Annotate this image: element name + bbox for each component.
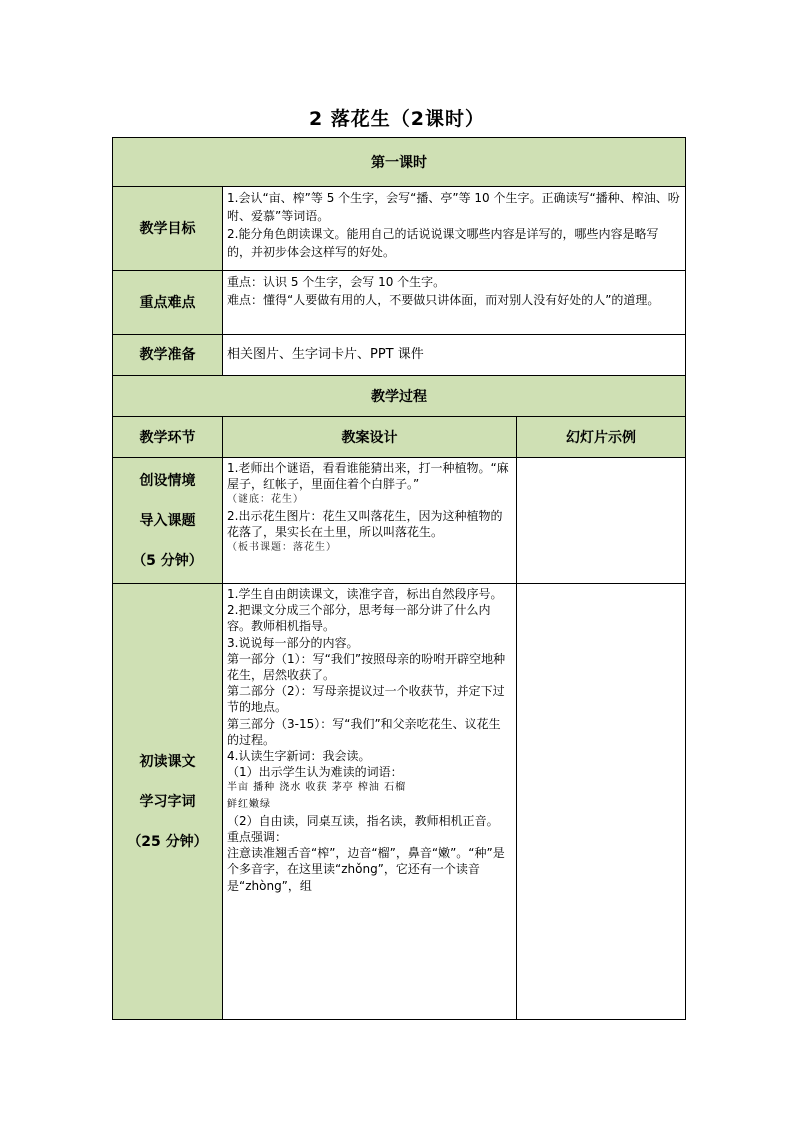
col-slides: 幻灯片示例	[517, 417, 686, 458]
keypoint-line: 难点：懂得“人要做有用的人，不要做只讲体面，而对别人没有好处的人”的道理。	[227, 293, 660, 307]
stage1-note: （板书课题：落花生）	[227, 542, 337, 553]
prep-label: 教学准备	[113, 335, 223, 376]
stage2-slide-cell	[517, 584, 686, 1020]
stage2-line: 第二部分（2）：写母亲提议过一个收获节，并定下过节的地点。	[227, 684, 505, 715]
goal-line: 1.会认“亩、榨”等 5 个生字，会写“播、亭”等 10 个生字。正确读写“播种、榨油、吩咐、爱慕”等词语。	[227, 191, 680, 223]
stage2-line: 重点强调：	[227, 830, 288, 845]
stage2-line: 1.学生自由朗读课文，读准字音，标出自然段序号。	[227, 587, 503, 601]
goals-content	[223, 187, 686, 271]
col-design: 教案设计	[223, 417, 517, 458]
stage2-line: 注意读准翘舌音“榨”，边音“榴”，鼻音“嫩”。“种”是个多音字，在这里读“zhǒng”，它还有一个读音是“zhòng”，组	[227, 846, 505, 893]
stage1-content	[223, 458, 517, 584]
stage2-words: 鲜红嫩绿	[227, 798, 271, 810]
keypoint-line: 重点：认识 5 个生字，会写 10 个生字。	[227, 275, 446, 289]
stage2-label	[113, 584, 223, 1020]
stage2-line: 3.说说每一部分的内容。	[227, 635, 359, 650]
goals-label: 教学目标	[113, 187, 223, 271]
stage2-line: （2）自由读，同桌互读，指名读，教师相机正音。	[227, 813, 499, 828]
stage1-row	[113, 458, 686, 584]
prep-row	[113, 335, 686, 376]
lesson-plan-table	[112, 137, 686, 1020]
page-title: 2 落花生（2课时）	[308, 108, 486, 130]
goal-line: 2.能分角色朗读课文。能用自己的话说说课文哪些内容是详写的，哪些内容是略写的，并初步体会这样写的好处。	[227, 227, 659, 259]
stage1-slide-cell	[517, 458, 686, 584]
stage2-row	[113, 584, 686, 1020]
stage2-line: 2.把课文分成三个部分，思考每一部分讲了什么内容。教师相机指导。	[227, 603, 491, 634]
goals-row	[113, 187, 686, 271]
stage2-label-line: 学习字词	[139, 793, 196, 810]
stage1-label-line: 导入课题	[139, 512, 196, 529]
process-heading: 教学过程	[113, 376, 686, 417]
lesson1-heading: 第一课时	[113, 138, 686, 187]
keypoints-content	[223, 271, 686, 335]
column-header-row	[113, 417, 686, 458]
stage2-label-line: 初读课文	[139, 753, 196, 770]
stage2-line: 第三部分（3-15）：写“我们”和父亲吃花生、议花生的过程。	[227, 716, 501, 747]
prep-content: 相关图片、生字词卡片、PPT 课件	[223, 335, 686, 376]
stage1-label	[113, 458, 223, 584]
col-stage: 教学环节	[113, 417, 223, 458]
stage2-line: 4.认读生字新词：我会读。	[227, 749, 371, 764]
stage2-words: 半亩 播种 浇水 收获 茅亭 榨油 石榴	[227, 782, 407, 794]
stage2-content	[223, 584, 517, 1020]
stage1-label-line: 创设情境	[139, 472, 196, 489]
stage2-line: 第一部分（1）：写“我们”按照母亲的吩咐开辟空地种花生，居然收获了。	[227, 651, 506, 683]
stage1-note: （谜底：花生）	[227, 494, 304, 505]
keypoints-label: 重点难点	[113, 271, 223, 335]
lesson1-header-row	[113, 138, 686, 187]
stage1-line: 2.出示花生图片：花生又叫落花生，因为这种植物的花落了，果实长在土里，所以叫落花生。	[227, 509, 503, 539]
stage1-line: 1.老师出个谜语，看看谁能猜出来，打一种植物。“麻屋子，红帐子，里面住着个白胖子。”	[227, 461, 509, 491]
process-header-row	[113, 376, 686, 417]
stage1-label-line: （5 分钟）	[132, 552, 203, 569]
stage2-label-line: （25 分钟）	[127, 833, 208, 850]
stage2-line: （1）出示学生认为难读的词语：	[227, 765, 403, 780]
keypoints-row	[113, 271, 686, 335]
